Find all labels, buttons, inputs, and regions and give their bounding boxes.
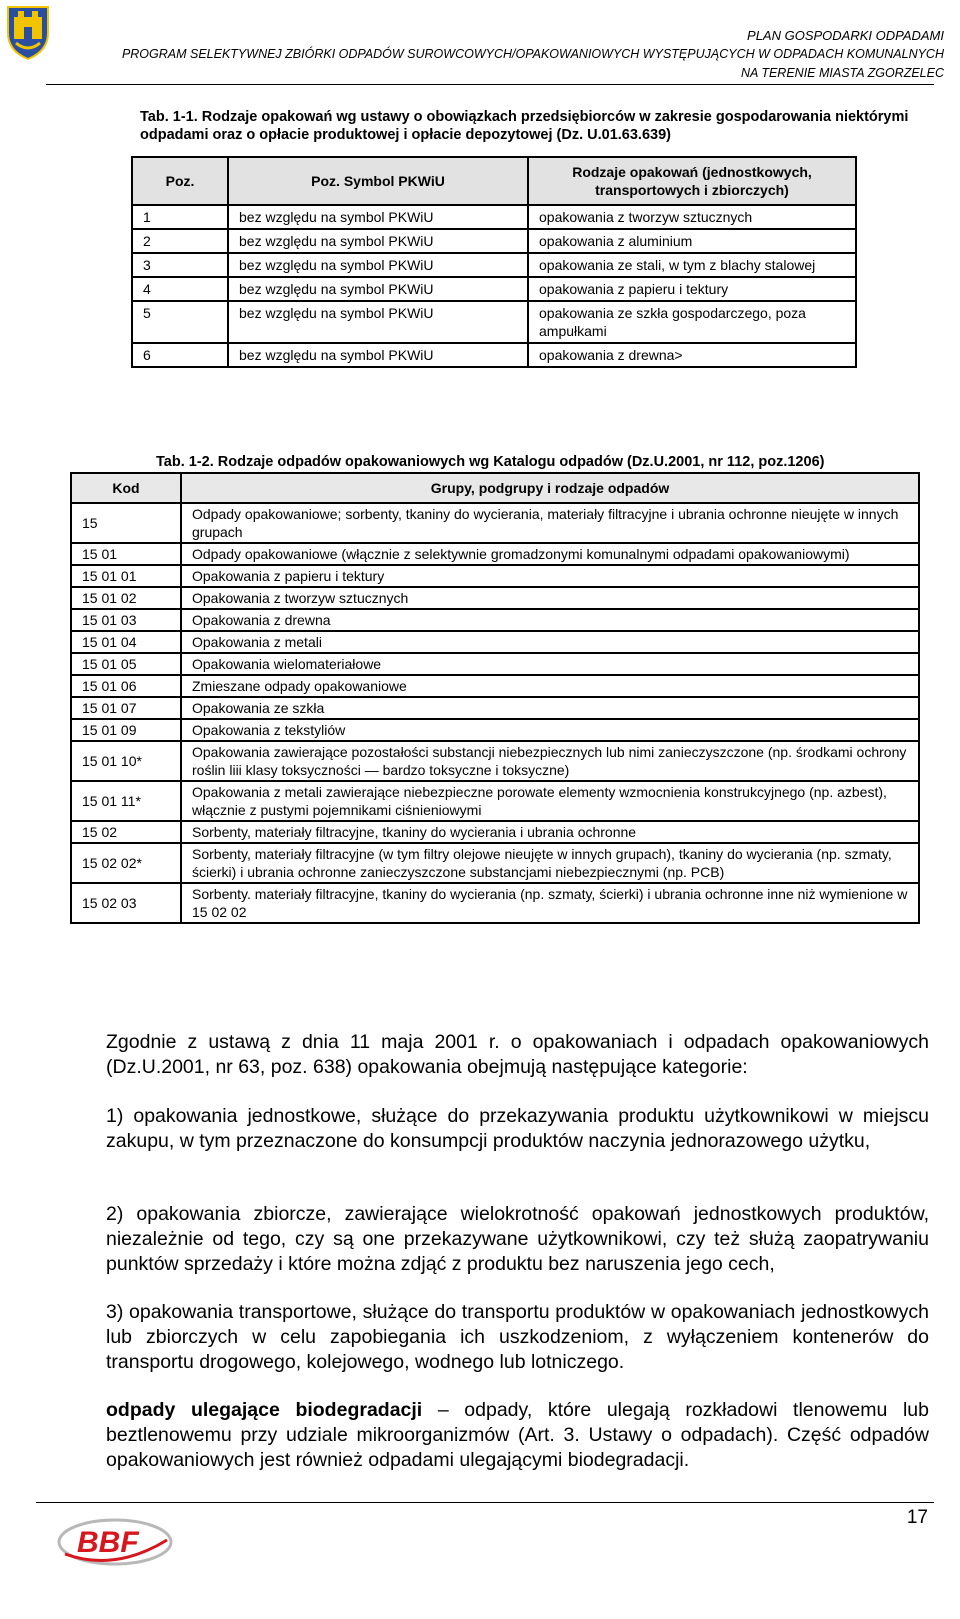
table-row	[132, 253, 856, 277]
table-header-row	[132, 157, 856, 205]
table-cell: 6	[132, 343, 228, 367]
list-item	[36, 1202, 929, 1277]
table-cell: 4	[132, 277, 228, 301]
table-cell: 15 02 02*	[71, 843, 181, 883]
table-cell: Odpady opakowaniowe; sorbenty, tkaniny do wycierania, materiały filtracyjne i ubrania ochronne nieujęte w innych grupach	[181, 503, 919, 543]
table-cell: 15 01 10*	[71, 741, 181, 781]
table-cell: opakowania ze stali, w tym z blachy stalowej	[528, 253, 856, 277]
column-header: Kod	[71, 473, 181, 503]
page-number: 17	[906, 1507, 928, 1528]
paragraph-text: Zgodnie z ustawą z dnia 11 maja 2001 r. o opakowaniach i odpadach opakowaniowych (Dz.U.2001, nr 63, poz. 638) opakowania obejmują następujące kategorie:	[106, 1031, 929, 1078]
body-paragraph-biodegradable	[36, 1398, 929, 1473]
header-subtitle-line1: PROGRAM SELEKTYWNEJ ZBIÓRKI ODPADÓW SUROWCOWYCH/OPAKOWANIOWYCH WYSTĘPUJĄCYCH W ODPADACH KOMUNALNYCH	[121, 47, 944, 61]
table-cell: Zmieszane odpady opakowaniowe	[181, 675, 919, 697]
table-row	[71, 821, 919, 843]
table-cell: opakowania z drewna>	[528, 343, 856, 367]
table-cell: 15 01 04	[71, 631, 181, 653]
table2-caption: Tab. 1-2. Rodzaje odpadów opakowaniowych wg Katalogu odpadów (Dz.U.2001, nr 112, poz.1206)	[156, 454, 825, 470]
table-cell: bez względu na symbol PKWiU	[228, 253, 528, 277]
page-header	[0, 0, 960, 90]
table-row	[71, 883, 919, 923]
table-row	[71, 631, 919, 653]
table1-caption: Tab. 1-1. Rodzaje opakowań wg ustawy o obowiązkach przedsiębiorców w zakresie gospodarowania niektórymi odpadami oraz o opłacie produktowej i opłacie depozytowej (Dz. U.01.63.639)	[140, 109, 909, 143]
table-row	[132, 277, 856, 301]
column-header: Rodzaje opakowań (jednostkowych, transportowych i zbiorczych)	[528, 157, 856, 205]
header-title: PLAN GOSPODARKI ODPADAMI	[747, 28, 944, 43]
table-cell: 15 01 01	[71, 565, 181, 587]
list-item-text: 3) opakowania transportowe, służące do transportu produktów w opakowaniach jednostkowych lub zbiorczych w celu zapobiegania ich uszkodzeniom, z wyłączeniem kontenerów do transportu drogowego, kolejowego, wodnego lub lotniczego.	[106, 1301, 929, 1373]
column-header: Poz.	[132, 157, 228, 205]
table-cell: 15 02 03	[71, 883, 181, 923]
logo-text: BBF	[77, 1526, 139, 1559]
body-paragraph-intro	[36, 1030, 929, 1080]
table-cell: 1	[132, 205, 228, 229]
table-cell: opakowania ze szkła gospodarczego, poza ampułkami	[528, 301, 856, 343]
table-cell: 15 01 06	[71, 675, 181, 697]
table-cell: 15 02	[71, 821, 181, 843]
table-row	[71, 697, 919, 719]
table-row	[132, 301, 856, 343]
table-cell: 15 01 07	[71, 697, 181, 719]
header-subtitle-line2: NA TERENIE MIASTA ZGORZELEC	[740, 66, 944, 80]
table-cell: Opakowania z metali	[181, 631, 919, 653]
table-cell: Opakowania zawierające pozostałości substancji niebezpiecznych lub nimi zanieczyszczone (np. środkami ochrony roślin liii klasy toksyczności — bardzo toksyczne i toksyczne)	[181, 741, 919, 781]
list-item	[36, 1104, 929, 1154]
table-cell: opakowania z tworzyw sztucznych	[528, 205, 856, 229]
defined-term: odpady ulegające biodegradacji	[106, 1399, 423, 1421]
list-item-text: 2) opakowania zbiorcze, zawierające wielokrotność opakowań jednostkowych produktów, niezależnie od tego, czy są one przekazywane użytkownikowi, czy też służą zaopatrywaniu punktów sprzedaży i które można zdjąć z produktu bez naruszenia jego cech,	[106, 1203, 929, 1275]
footer-divider	[36, 1502, 934, 1503]
table-cell: bez względu na symbol PKWiU	[228, 205, 528, 229]
packaging-types-table	[131, 156, 857, 368]
definition-text: – odpady, które ulegają rozkładowi tlenowemu lub beztlenowemu przy udziale mikroorganizmów (Art. 3. Ustawy o odpadach). Część odpadów opakowaniowych jest również odpadami ulegającymi biodegradacji.	[106, 1399, 929, 1471]
header-divider	[46, 84, 934, 85]
table-cell: 2	[132, 229, 228, 253]
table-cell: Opakowania wielomateriałowe	[181, 653, 919, 675]
header-text-block	[122, 26, 944, 83]
table-row	[132, 205, 856, 229]
table-row	[71, 675, 919, 697]
table-cell: bez względu na symbol PKWiU	[228, 277, 528, 301]
paragraph-text	[36, 1398, 929, 1473]
table2-body	[71, 503, 919, 923]
column-header: Poz. Symbol PKWiU	[228, 157, 528, 205]
table-cell: bez względu na symbol PKWiU	[228, 343, 528, 367]
table-cell: bez względu na symbol PKWiU	[228, 229, 528, 253]
column-header: Grupy, podgrupy i rodzaje odpadów	[181, 473, 919, 503]
packaging-waste-catalog-table	[70, 472, 920, 924]
table-cell: opakowania z papieru i tektury	[528, 277, 856, 301]
bbf-logo-icon	[55, 1510, 175, 1570]
table-cell: Odpady opakowaniowe (włącznie z selektywnie gromadzonymi komunalnymi odpadami opakowaniowymi)	[181, 543, 919, 565]
table-cell: 15 01 05	[71, 653, 181, 675]
table-row	[71, 843, 919, 883]
table-cell: Opakowania z tworzyw sztucznych	[181, 587, 919, 609]
table-cell: opakowania z aluminium	[528, 229, 856, 253]
table-cell: 15 01	[71, 543, 181, 565]
table-row	[71, 653, 919, 675]
table-row	[71, 543, 919, 565]
table-cell: 15 01 11*	[71, 781, 181, 821]
table-cell: 5	[132, 301, 228, 343]
city-crest-icon	[4, 3, 52, 61]
table-cell: 15 01 02	[71, 587, 181, 609]
table-cell: Sorbenty, materiały filtracyjne, tkaniny do wycierania i ubrania ochronne	[181, 821, 919, 843]
table-row	[71, 719, 919, 741]
table-row	[71, 781, 919, 821]
table-cell: Sorbenty, materiały filtracyjne (w tym filtry olejowe nieujęte w innych grupach), tkaniny do wycierania (np. szmaty, ścierki) i ubrania ochronne zanieczyszczone substancjami niebezpiecznymi (np. PCB)	[181, 843, 919, 883]
table-cell: Opakowania ze szkła	[181, 697, 919, 719]
table-cell: bez względu na symbol PKWiU	[228, 301, 528, 343]
table-row	[132, 229, 856, 253]
list-item	[36, 1300, 929, 1375]
table-cell: 3	[132, 253, 228, 277]
table-row	[132, 343, 856, 367]
table-row	[71, 565, 919, 587]
table-cell: Opakowania z papieru i tektury	[181, 565, 919, 587]
table-cell: Opakowania z metali zawierające niebezpieczne porowate elementy wzmocnienia konstrukcyjnego (np. azbest), włącznie z pustymi pojemnikami ciśnieniowymi	[181, 781, 919, 821]
table-cell: Opakowania z tekstyliów	[181, 719, 919, 741]
list-item-text: 1) opakowania jednostkowe, służące do przekazywania produktu użytkownikowi w miejscu zakupu, w tym przeznaczone do konsumpcji produktów naczynia jednorazowego użytku,	[106, 1105, 929, 1152]
table-row	[71, 587, 919, 609]
table1-body	[132, 205, 856, 367]
table-cell: Opakowania z drewna	[181, 609, 919, 631]
table-header-row	[71, 473, 919, 503]
table-cell: 15 01 03	[71, 609, 181, 631]
table-row	[71, 609, 919, 631]
table-row	[71, 503, 919, 543]
table-cell: 15	[71, 503, 181, 543]
table-row	[71, 741, 919, 781]
table-cell: 15 01 09	[71, 719, 181, 741]
table-cell: Sorbenty. materiały filtracyjne, tkaniny do wycierania (np. szmaty, ścierki) i ubrania ochronne inne niż wymienione w 15 02 02	[181, 883, 919, 923]
